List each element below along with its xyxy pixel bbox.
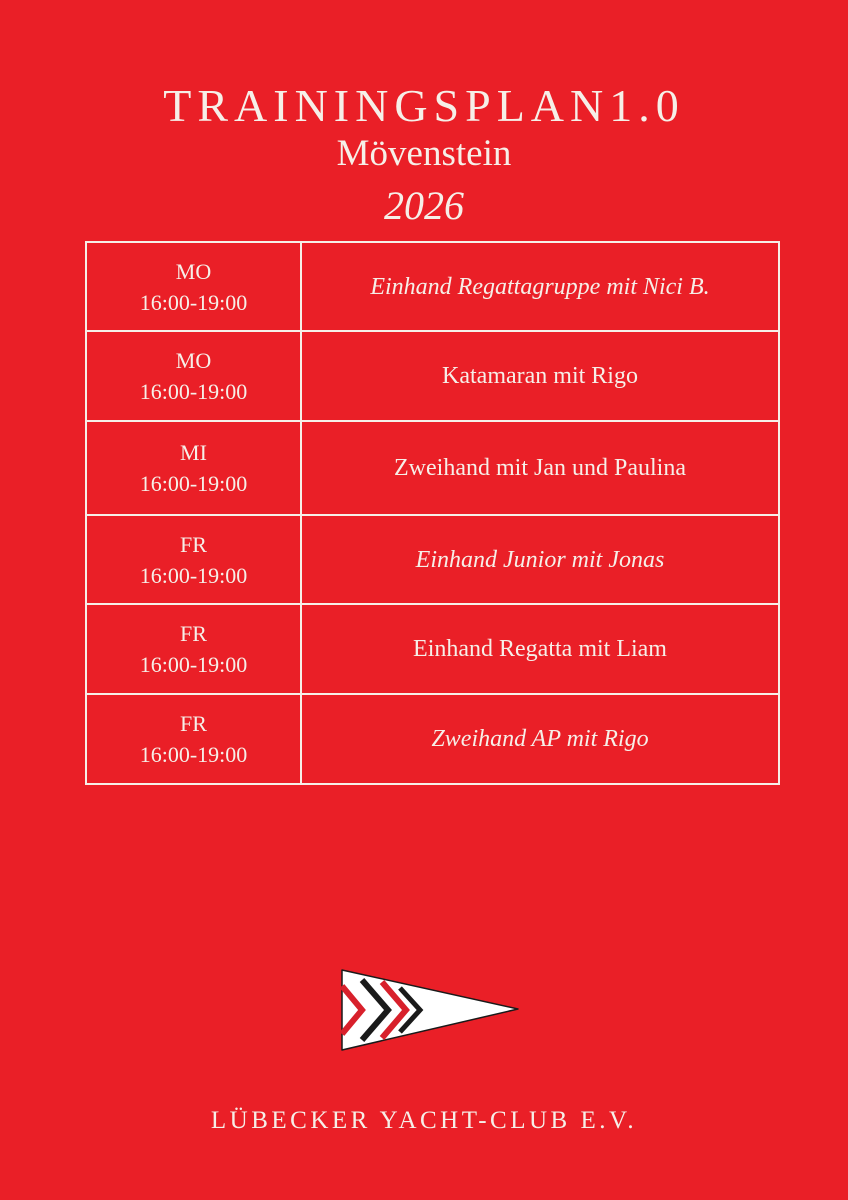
table-row: [86, 694, 779, 784]
time-label: 16:00-19:00: [139, 378, 248, 404]
time-label: 16:00-19:00: [139, 470, 248, 496]
course-cell: Zweihand mit Jan und Paulina: [301, 421, 779, 515]
day-time-cell: [86, 421, 301, 515]
day-label: FR: [180, 531, 207, 557]
location-subtitle: Mövenstein: [336, 133, 512, 174]
table-row: [86, 421, 779, 515]
table-row: [86, 242, 779, 331]
day-label: MO: [175, 347, 212, 373]
day-time-cell: [86, 515, 301, 604]
day-label: MO: [175, 258, 212, 284]
course-cell: Einhand Regatta mit Liam: [301, 604, 779, 693]
page-title: TRAININGSPLAN1.0: [163, 80, 685, 131]
time-label: 16:00-19:00: [139, 562, 248, 588]
time-label: 16:00-19:00: [139, 651, 248, 677]
course-cell: Einhand Regattagruppe mit Nici B.: [301, 242, 779, 331]
table-row: [86, 515, 779, 604]
day-label: MI: [180, 439, 207, 465]
day-time-cell: [86, 694, 301, 784]
day-time-cell: [86, 604, 301, 693]
course-cell: Einhand Junior mit Jonas: [301, 515, 779, 604]
time-label: 16:00-19:00: [139, 289, 248, 315]
table-row: [86, 331, 779, 420]
training-schedule-table: [85, 241, 780, 785]
time-label: 16:00-19:00: [139, 741, 248, 767]
table-row: [86, 604, 779, 693]
course-cell: Katamaran mit Rigo: [301, 331, 779, 420]
club-pennant-icon: [340, 968, 522, 1052]
day-time-cell: [86, 331, 301, 420]
course-cell: Zweihand AP mit Rigo: [301, 694, 779, 784]
day-label: FR: [180, 710, 207, 736]
club-name-footer: LÜBECKER YACHT-CLUB E.V.: [210, 1107, 638, 1134]
day-label: FR: [180, 620, 207, 646]
day-time-cell: [86, 242, 301, 331]
year-label: 2026: [384, 183, 464, 228]
